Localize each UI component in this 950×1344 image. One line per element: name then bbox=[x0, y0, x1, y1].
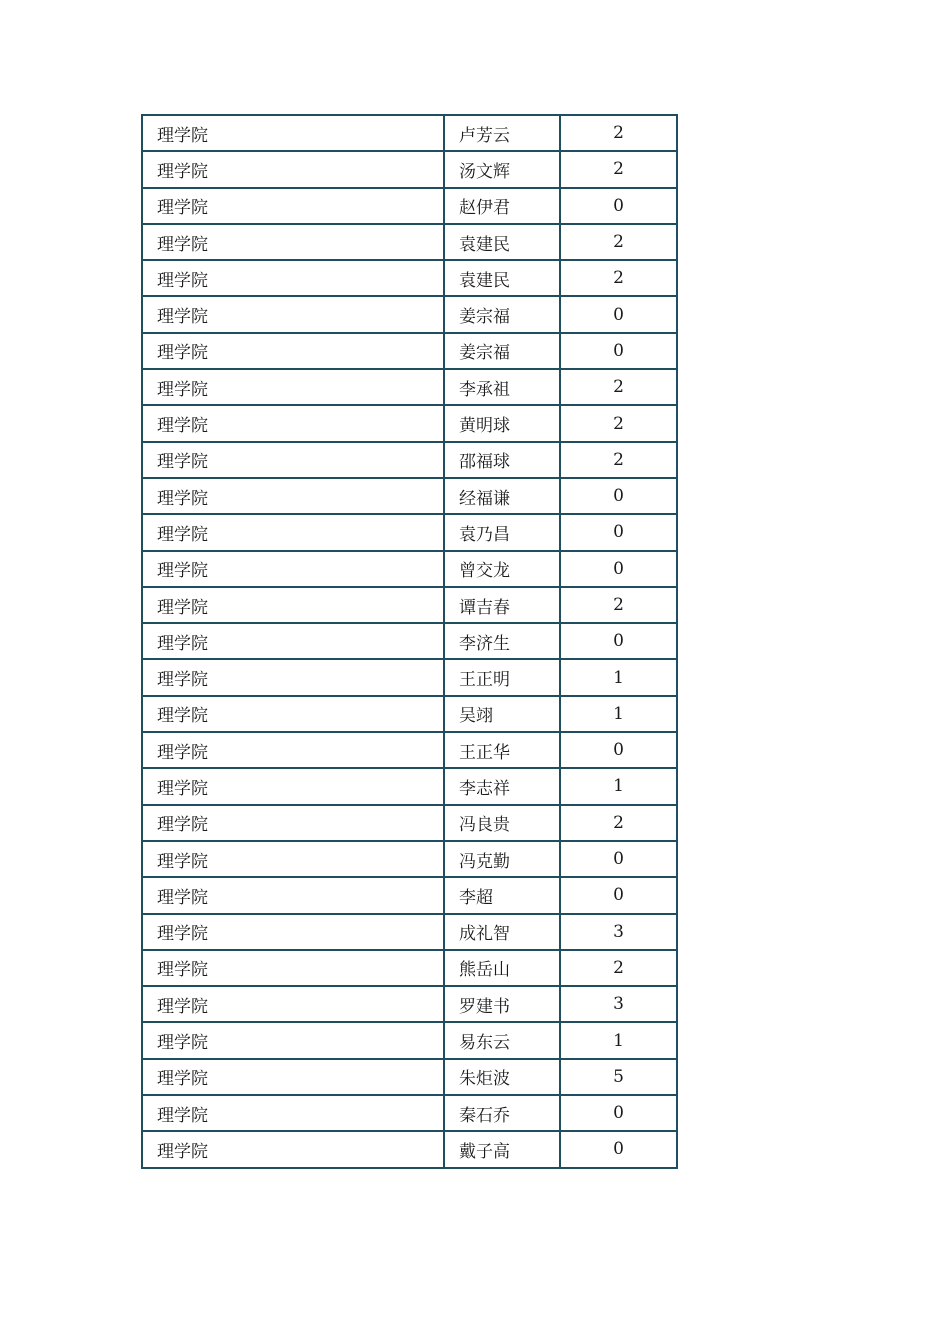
table-row bbox=[142, 369, 677, 405]
table-row bbox=[142, 260, 677, 296]
table-row bbox=[142, 551, 677, 587]
name-cell: 邵福球 bbox=[444, 442, 560, 478]
count-cell: 0 bbox=[560, 1131, 677, 1167]
name-cell: 易东云 bbox=[444, 1022, 560, 1058]
name-cell: 熊岳山 bbox=[444, 950, 560, 986]
table-row bbox=[142, 623, 677, 659]
count-cell: 0 bbox=[560, 732, 677, 768]
count-cell: 0 bbox=[560, 551, 677, 587]
department-cell: 理学院 bbox=[142, 115, 444, 151]
department-cell: 理学院 bbox=[142, 805, 444, 841]
table-row bbox=[142, 151, 677, 187]
name-cell: 袁建民 bbox=[444, 224, 560, 260]
department-cell: 理学院 bbox=[142, 224, 444, 260]
name-cell: 戴子高 bbox=[444, 1131, 560, 1167]
name-cell: 袁建民 bbox=[444, 260, 560, 296]
department-cell: 理学院 bbox=[142, 188, 444, 224]
table-row bbox=[142, 1131, 677, 1167]
department-cell: 理学院 bbox=[142, 151, 444, 187]
table-row bbox=[142, 224, 677, 260]
department-cell: 理学院 bbox=[142, 551, 444, 587]
name-cell: 朱炬波 bbox=[444, 1059, 560, 1095]
department-cell: 理学院 bbox=[142, 696, 444, 732]
department-cell: 理学院 bbox=[142, 405, 444, 441]
name-cell: 姜宗福 bbox=[444, 333, 560, 369]
count-cell: 0 bbox=[560, 296, 677, 332]
department-cell: 理学院 bbox=[142, 514, 444, 550]
department-cell: 理学院 bbox=[142, 369, 444, 405]
name-cell: 曾交龙 bbox=[444, 551, 560, 587]
table-row bbox=[142, 950, 677, 986]
name-cell: 经福谦 bbox=[444, 478, 560, 514]
table-row bbox=[142, 914, 677, 950]
name-cell: 李济生 bbox=[444, 623, 560, 659]
name-cell: 谭吉春 bbox=[444, 587, 560, 623]
count-cell: 2 bbox=[560, 442, 677, 478]
department-cell: 理学院 bbox=[142, 260, 444, 296]
table-row bbox=[142, 1095, 677, 1131]
department-cell: 理学院 bbox=[142, 877, 444, 913]
department-cell: 理学院 bbox=[142, 442, 444, 478]
count-cell: 5 bbox=[560, 1059, 677, 1095]
count-cell: 3 bbox=[560, 986, 677, 1022]
department-cell: 理学院 bbox=[142, 478, 444, 514]
table-row bbox=[142, 442, 677, 478]
count-cell: 3 bbox=[560, 914, 677, 950]
count-cell: 0 bbox=[560, 623, 677, 659]
name-cell: 李志祥 bbox=[444, 768, 560, 804]
count-cell: 2 bbox=[560, 805, 677, 841]
table-row bbox=[142, 986, 677, 1022]
department-cell: 理学院 bbox=[142, 1059, 444, 1095]
name-cell: 李超 bbox=[444, 877, 560, 913]
count-cell: 2 bbox=[560, 224, 677, 260]
department-cell: 理学院 bbox=[142, 296, 444, 332]
department-cell: 理学院 bbox=[142, 623, 444, 659]
name-cell: 冯良贵 bbox=[444, 805, 560, 841]
name-cell: 吴翊 bbox=[444, 696, 560, 732]
department-cell: 理学院 bbox=[142, 950, 444, 986]
count-cell: 2 bbox=[560, 369, 677, 405]
name-cell: 王正明 bbox=[444, 659, 560, 695]
count-cell: 2 bbox=[560, 260, 677, 296]
department-cell: 理学院 bbox=[142, 1095, 444, 1131]
department-cell: 理学院 bbox=[142, 587, 444, 623]
name-cell: 秦石乔 bbox=[444, 1095, 560, 1131]
name-cell: 黄明球 bbox=[444, 405, 560, 441]
table-row bbox=[142, 587, 677, 623]
table-row bbox=[142, 768, 677, 804]
count-cell: 2 bbox=[560, 151, 677, 187]
table-row bbox=[142, 805, 677, 841]
name-cell: 李承祖 bbox=[444, 369, 560, 405]
table-row bbox=[142, 188, 677, 224]
count-cell: 0 bbox=[560, 1095, 677, 1131]
department-cell: 理学院 bbox=[142, 659, 444, 695]
table-row bbox=[142, 333, 677, 369]
count-cell: 2 bbox=[560, 587, 677, 623]
department-cell: 理学院 bbox=[142, 841, 444, 877]
count-cell: 1 bbox=[560, 659, 677, 695]
data-table bbox=[141, 114, 678, 1169]
count-cell: 1 bbox=[560, 1022, 677, 1058]
name-cell: 成礼智 bbox=[444, 914, 560, 950]
table-row bbox=[142, 514, 677, 550]
count-cell: 1 bbox=[560, 696, 677, 732]
table-row bbox=[142, 696, 677, 732]
table-body bbox=[142, 115, 677, 1168]
table-row bbox=[142, 478, 677, 514]
count-cell: 0 bbox=[560, 478, 677, 514]
department-cell: 理学院 bbox=[142, 768, 444, 804]
table-row bbox=[142, 659, 677, 695]
name-cell: 袁乃昌 bbox=[444, 514, 560, 550]
count-cell: 2 bbox=[560, 115, 677, 151]
count-cell: 0 bbox=[560, 188, 677, 224]
count-cell: 0 bbox=[560, 333, 677, 369]
count-cell: 0 bbox=[560, 514, 677, 550]
department-cell: 理学院 bbox=[142, 1022, 444, 1058]
name-cell: 王正华 bbox=[444, 732, 560, 768]
name-cell: 罗建书 bbox=[444, 986, 560, 1022]
count-cell: 0 bbox=[560, 841, 677, 877]
count-cell: 2 bbox=[560, 950, 677, 986]
count-cell: 1 bbox=[560, 768, 677, 804]
name-cell: 赵伊君 bbox=[444, 188, 560, 224]
name-cell: 姜宗福 bbox=[444, 296, 560, 332]
department-cell: 理学院 bbox=[142, 333, 444, 369]
table-row bbox=[142, 1059, 677, 1095]
department-cell: 理学院 bbox=[142, 914, 444, 950]
table-row bbox=[142, 115, 677, 151]
count-cell: 0 bbox=[560, 877, 677, 913]
table-row bbox=[142, 732, 677, 768]
department-cell: 理学院 bbox=[142, 732, 444, 768]
department-cell: 理学院 bbox=[142, 986, 444, 1022]
table-row bbox=[142, 296, 677, 332]
table-row bbox=[142, 841, 677, 877]
table-row bbox=[142, 1022, 677, 1058]
department-cell: 理学院 bbox=[142, 1131, 444, 1167]
name-cell: 冯克勤 bbox=[444, 841, 560, 877]
table-row bbox=[142, 405, 677, 441]
name-cell: 汤文辉 bbox=[444, 151, 560, 187]
count-cell: 2 bbox=[560, 405, 677, 441]
name-cell: 卢芳云 bbox=[444, 115, 560, 151]
table-row bbox=[142, 877, 677, 913]
